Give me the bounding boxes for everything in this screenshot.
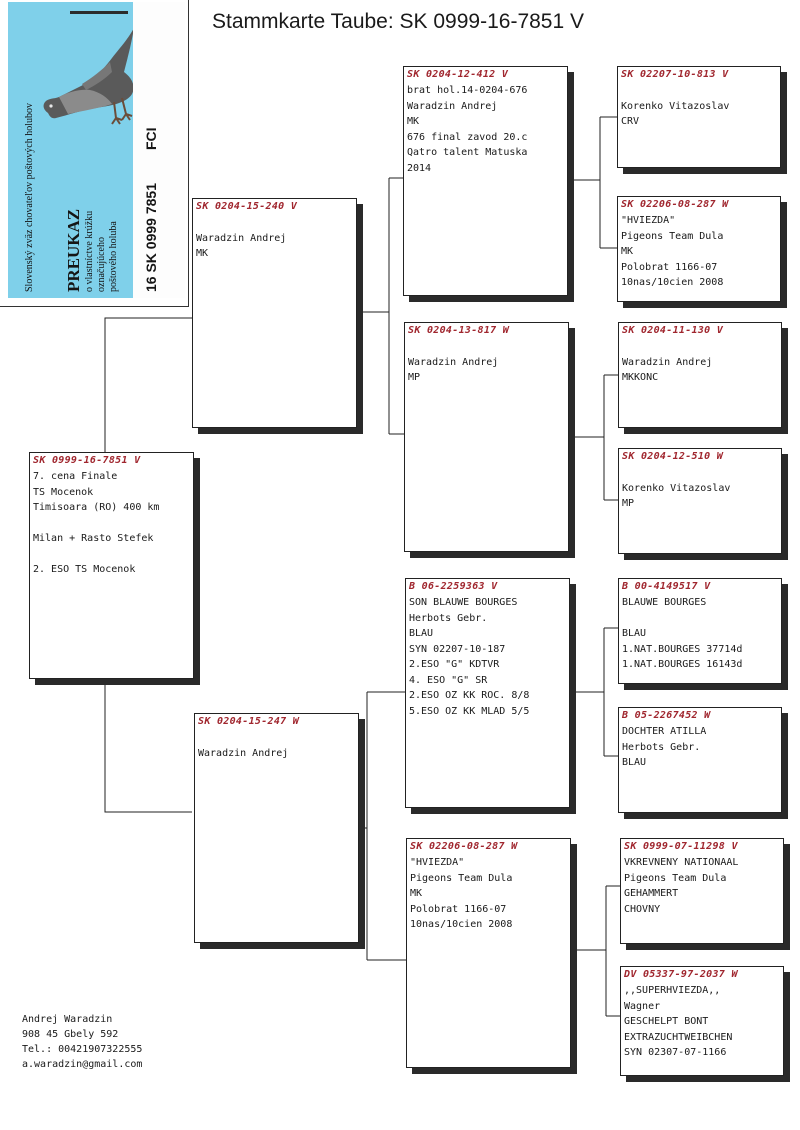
certificate-heading: PREUKAZ (64, 208, 83, 292)
ring-number: SK 0204-12-510 W (622, 451, 724, 462)
pigeon-card-ffm[interactable]: SK 02206-08-287 W "HVIEZDA" Pigeons Team Dula MK Polobrat 1166-07 10nas/10cien 2008 (617, 196, 781, 302)
ring-number: SK 0204-12-412 V (407, 69, 509, 80)
ring-number: B 05-2267452 W (622, 710, 711, 721)
pigeon-card-fmm[interactable]: SK 0204-12-510 W Korenko Vitazoslav MP (618, 448, 782, 554)
ring-number: SK 0204-13-817 W (408, 325, 510, 336)
certificate-description: o vlastníctve krúžku označujúceho poštového holuba (84, 210, 119, 292)
pigeon-card-mfm[interactable]: B 05-2267452 W DOCHTER ATILLA Herbots Gebr. BLAU (618, 707, 782, 813)
pigeon-card-fff[interactable]: SK 02207-10-813 V Korenko Vitazoslav CRV (617, 66, 781, 168)
pigeon-card-father[interactable]: SK 0204-15-240 V Waradzin Andrej MK (192, 198, 357, 428)
pigeon-card-mother[interactable]: SK 0204-15-247 W Waradzin Andrej (194, 713, 359, 943)
pigeon-card-mother-mother[interactable]: SK 02206-08-287 W "HVIEZDA" Pigeons Team Dula MK Polobrat 1166-07 10nas/10cien 2008 (406, 838, 571, 1068)
ring-number: SK 0204-15-247 W (198, 716, 300, 727)
fci-label: FCI (143, 127, 159, 150)
owner-name: Andrej Waradzin (22, 1014, 113, 1025)
pigeon-card-mff[interactable]: B 00-4149517 V BLAUWE BOURGES BLAU 1.NAT.BOURGES 37714d 1.NAT.BOURGES 16143d (618, 578, 782, 684)
ring-number: SK 0204-11-130 V (622, 325, 724, 336)
page-title: Stammkarte Taube: SK 0999-16-7851 V (212, 10, 585, 33)
owner-address: 908 45 Gbely 592 (22, 1029, 119, 1040)
pigeon-card-mmm[interactable]: DV 05337-97-2037 W ,,SUPERHVIEZDA,, Wagner GESCHELPT BONT EXTRAZUCHTWEIBCHEN SYN 02307-07-1166 (620, 966, 784, 1076)
owner-email[interactable]: a.waradzin@gmail.com (22, 1059, 143, 1070)
pigeon-card-father-father[interactable]: SK 0204-12-412 V brat hol.14-0204-676 Waradzin Andrej MK 676 final zavod 20.c Qatro talent Matuska 2014 (403, 66, 568, 296)
pigeon-card-father-mother[interactable]: SK 0204-13-817 W Waradzin Andrej MP (404, 322, 569, 552)
certificate-ring-number: 16 SK 0999 7851 (143, 183, 159, 292)
ring-number: DV 05337-97-2037 W (624, 969, 738, 980)
ring-number: B 06-2259363 V (409, 581, 498, 592)
pigeon-card-fmf[interactable]: SK 0204-11-130 V Waradzin Andrej MKKONC (618, 322, 782, 428)
ring-number: SK 0204-15-240 V (196, 201, 298, 212)
ring-number: B 00-4149517 V (622, 581, 711, 592)
pigeon-card-subject[interactable]: SK 0999-16-7851 V 7. cena Finale TS Mocenok Timisoara (RO) 400 km Milan + Rasto Stefek 2. ESO TS Mocenok (29, 452, 194, 679)
ring-number: SK 0999-07-11298 V (624, 841, 738, 852)
certificate-org: Slovenský zväz chovateľov poštových holubov (24, 102, 35, 292)
owner-info (22, 1012, 142, 1072)
ring-number: SK 0999-16-7851 V (33, 455, 141, 466)
ring-number: SK 02206-08-287 W (621, 199, 729, 210)
pigeon-card-mmf[interactable]: SK 0999-07-11298 V VKREVNENY NATIONAAL Pigeons Team Dula GEHAMMERT CHOVNY (620, 838, 784, 944)
owner-phone: Tel.: 00421907322555 (22, 1044, 143, 1055)
pigeon-card-mother-father[interactable]: B 06-2259363 V SON BLAUWE BOURGES Herbots Gebr. BLAU SYN 02207-10-187 2.ESO "G" KDTVR 4. ESO "G" SR 2.ESO OZ KK ROC. 8/8 5.ESO OZ KK MLAD 5/5 (405, 578, 570, 808)
ring-number: SK 02206-08-287 W (410, 841, 518, 852)
ring-number: SK 02207-10-813 V (621, 69, 729, 80)
